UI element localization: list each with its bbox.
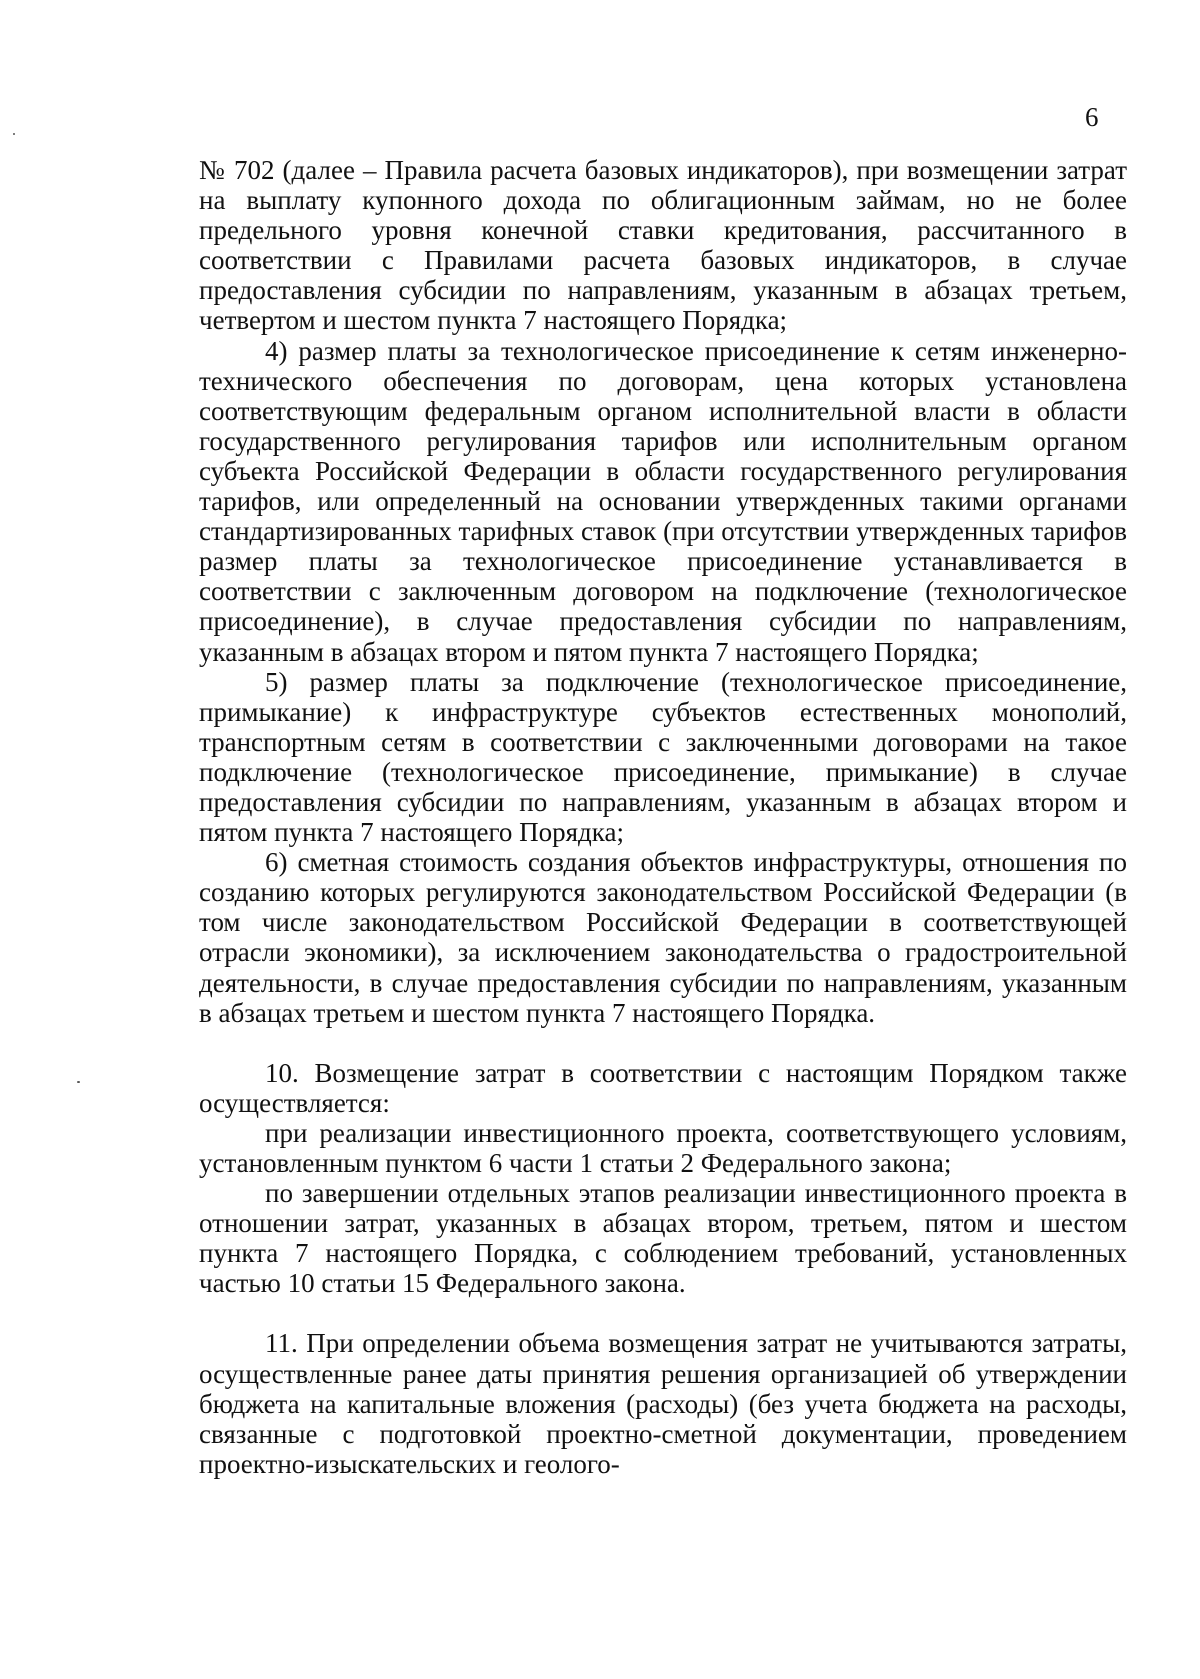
paragraph-item-5: 5) размер платы за подключение (технологическое присоединение, примыкание) к инфраструктуре субъектов естественных монополий, транспортным сетям в соответствии с заключенными договорами на такое подключение (технологическое присоединение, примыкание) в случае предоставления субсидии по направлениям, указанным в абзацах втором и пятом пункта 7 настоящего Порядка; [199,666,1127,848]
paragraph-clause-10-item-2: по завершении отдельных этапов реализации инвестиционного проекта в отношении затрат, указанных в абзацах втором, третьем, пятом и шестом пункта 7 настоящего Порядка, с соблюдением требований, установленных частью 10 статьи 15 Федерального закона. [199,1178,1127,1299]
scan-speck [13,133,15,135]
paragraph-clause-10-item-1: при реализации инвестиционного проекта, соответствующего условиям, установленным пунктом 6 части 1 статьи 2 Федерального закона; [199,1117,1127,1178]
paragraph-item-6: 6) сметная стоимость создания объектов инфраструктуры, отношения по созданию которых регулируются законодательством Российской Федерации (в том числе законодательством Российской Федерации в соответствующей отрасли экономики), за исключением законодательства о градостроительной деятельности, в случае предоставления субсидии по направлениям, указанным в абзацах третьем и шестом пункта 7 настоящего Порядка. [199,847,1127,1028]
page-number: 6 [1085,102,1099,132]
paragraph-continuation: № 702 (далее – Правила расчета базовых индикаторов), при возмещении затрат на выплату купонного дохода по облигационным займам, но не более предельного уровня конечной ставки кредитования, рассчитанного в соответствии с Правилами расчета базовых индикаторов, в случае предоставления субсидии по направлениям, указанным в абзацах третьем, четвертом и шестом пункта 7 настоящего Порядка; [199,155,1127,336]
paragraph-clause-11: 11. При определении объема возмещения затрат не учитываются затраты, осуществленные ранее даты принятия решения организацией об утверждении бюджета на капитальные вложения (расходы) (без учета бюджета на расходы, связанные с подготовкой проектно-сметной документации, проведением проектно-изыскательских и геолого- [199,1328,1127,1479]
paragraph-item-4: 4) размер платы за технологическое присоединение к сетям инженерно-технического обеспечения по договорам, цена которых установлена соответствующим федеральным органом исполнительной власти в области государственного регулирования тарифов или исполнительным органом субъекта Российской Федерации в области государственного регулирования тарифов, или определенный на основании утвержденных такими органами стандартизированных тарифных ставок (при отсутствии утвержденных тарифов размер платы за технологическое присоединение устанавливается в соответствии с заключенным договором на подключение (технологическое присоединение), в случае предоставления субсидии по направлениям, указанным в абзацах втором и пятом пункта 7 настоящего Порядка; [199,335,1127,667]
scan-speck [77,1081,80,1083]
document-body [199,155,1127,1479]
paragraph-clause-10: 10. Возмещение затрат в соответствии с настоящим Порядком также осуществляется: [199,1057,1127,1118]
